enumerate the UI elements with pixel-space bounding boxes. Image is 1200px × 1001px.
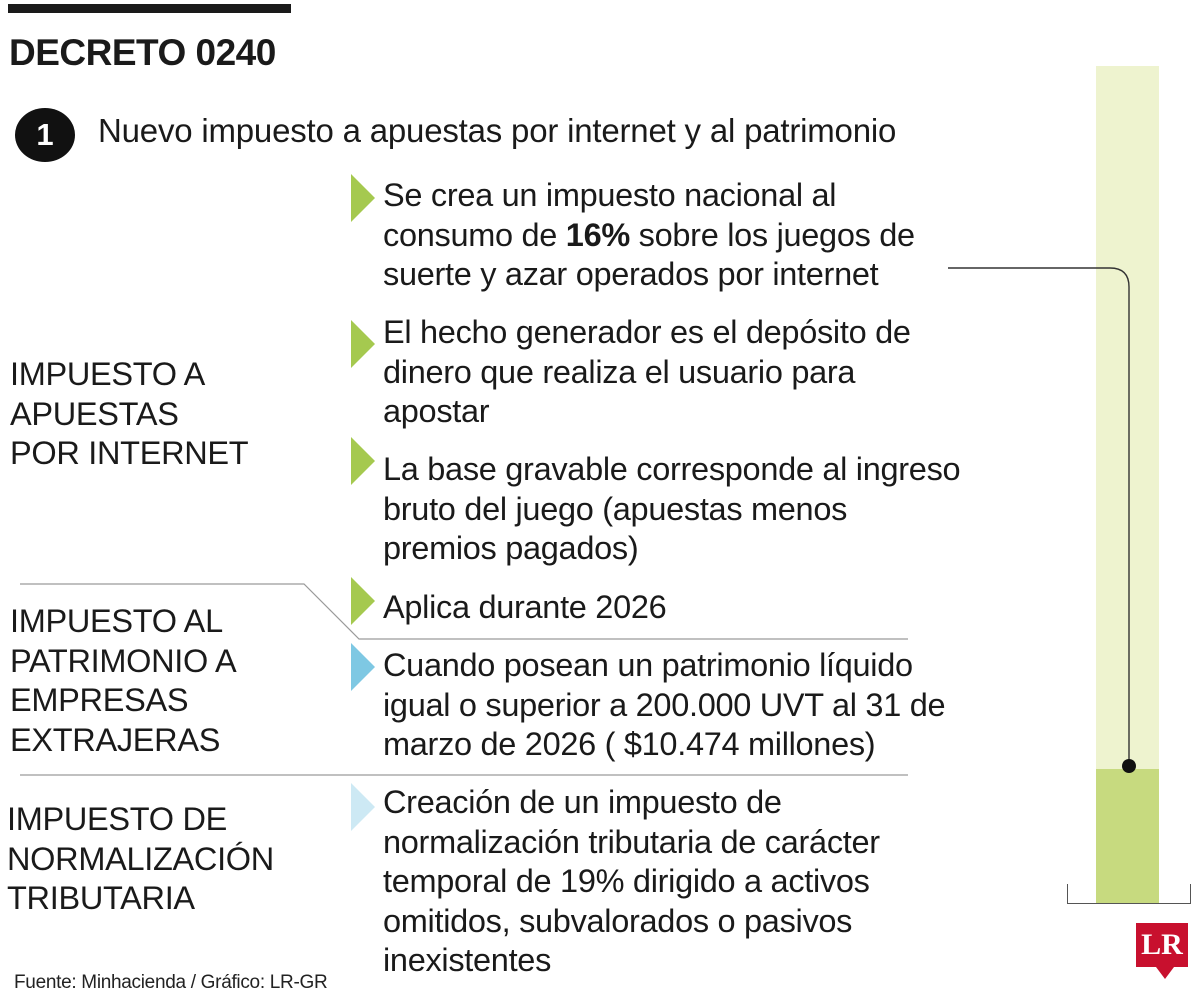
bullet-normalizacion: Creación de un impuesto de normalización tributaria de carácter temporal de 19% dirigido a activos omitidos, subvalorados o pasivos inexistentes (383, 784, 880, 978)
category-patrimonio-extranjeras: IMPUESTO AL PATRIMONIO A EMPRESAS EXTRAJERAS (10, 603, 237, 758)
bullet-base-gravable: La base gravable corresponde al ingreso bruto del juego (apuestas menos premios pagados) (383, 451, 961, 566)
bullet-aplica-2026: Aplica durante 2026 (383, 589, 667, 625)
category-apuestas-internet: IMPUESTO A APUESTAS POR INTERNET (10, 356, 249, 471)
highlight-percentage: 16% (565, 216, 630, 253)
bullet-tax-16-percent: Se crea un impuesto nacional al consumo de 16% sobre los juegos de suerte y azar operados por internet (383, 177, 915, 292)
bullet-patrimonio-liquido: Cuando posean un patrimonio líquido igual o superior a 200.000 UVT al 31 de marzo de 2026 ( $10.474 millones) (383, 647, 946, 762)
leader-dot-icon (1122, 759, 1136, 773)
category-normalizacion-tributaria: IMPUESTO DE NORMALIZACIÓN TRIBUTARIA (7, 801, 274, 916)
section-number-badge: 1 (15, 108, 75, 162)
source-note: Fuente: Minhacienda / Gráfico: LR-GR (14, 972, 328, 993)
page-title: DECRETO 0240 (9, 32, 276, 73)
section-title: Nuevo impuesto a apuestas por internet y al patrimonio (98, 112, 897, 149)
lr-logo-tail (1156, 967, 1174, 979)
bullet-hecho-generador: El hecho generador es el depósito de dinero que realiza el usuario para apostar (383, 314, 911, 429)
lr-logo: LR (1136, 923, 1188, 967)
